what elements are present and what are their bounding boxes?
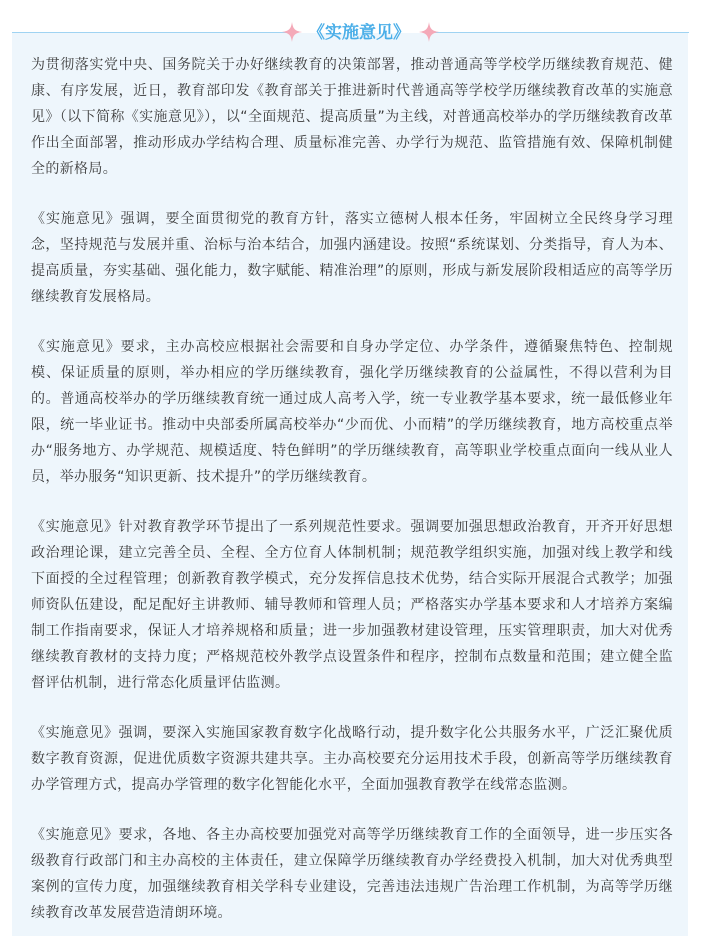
paragraph: 《实施意见》要求，各地、各主办高校要加强党对高等学历继续教育工作的全面领导，进一步压实各级教育行政部门和主办高校的主体责任，建立保障学历继续教育办学经费投入机制，加大对优秀典型案例的宣传力度，加强继续教育相关学科专业建设，完善违法违规广告治理工作机制，为高等学历继续教育改革发展营造清朗环境。 [31,827,673,921]
paragraph: 《实施意见》强调，要全面贯彻党的教育方针，落实立德树人根本任务，牢固树立全民终身学习理念，坚持规范与发展并重、治标与治本结合，加强内涵建设。按照“系统谋划、分类指导，育人为本、提高质量，夯实基础、强化能力，数字赋能、精准治理”的原则，形成与新发展阶段相适应的高等学历继续教育发展格局。 [31,211,673,305]
section-header [0,18,701,48]
article-body [31,52,673,950]
header-rule-left [12,32,287,33]
header-rule-right [434,32,689,33]
paragraph: 《实施意见》针对教育教学环节提出了一系列规范性要求。强调要加强思想政治教育，开齐开好思想政治理论课，建立完善全员、全程、全方位育人体制机制；规范教学组织实施，加强对线上教学和线下面授的全过程管理；创新教育教学模式，充分发挥信息技术优势，结合实际开展混合式教学；加强师资队伍建设，配足配好主讲教师、辅导教师和管理人员；严格落实办学基本要求和人才培养方案编制工作指南要求，保证人才培养规格和质量；进一步加强教材建设管理，压实管理职责，加大对优秀继续教育教材的支持力度；严格规范校外教学点设置条件和程序，控制布点数量和范围；建立健全监督评估机制，进行常态化质量评估监测。 [31,519,673,691]
paragraph: 为贯彻落实党中央、国务院关于办好继续教育的决策部署，推动普通高等学校学历继续教育规范、健康、有序发展，近日，教育部印发《教育部关于推进新时代普通高等学校学历继续教育改革的实施意见》（以下简称《实施意见》），以“全面规范、提高质量”为主线，对普通高校举办的学历继续教育改革作出全面部署，推动形成办学结构合理、质量标准完善、办学行为规范、监管措施有效、保障机制健全的新格局。 [31,57,673,177]
paragraph: 《实施意见》要求，主办高校应根据社会需要和自身办学定位、办学条件，遵循聚焦特色、控制规模、保证质量的原则，举办相应的学历继续教育，强化学历继续教育的公益属性，不得以营利为目的。普通高校举办的学历继续教育统一通过成人高考入学，统一专业教学基本要求，统一最低修业年限，统一毕业证书。推动中央部委所属高校举办“少而优、小而精”的学历继续教育，地方高校重点举办“服务地方、办学规范、规模适度、特色鲜明”的学历继续教育，高等职业学校重点面向一线从业人员，举办服务“知识更新、技术提升”的学历继续教育。 [31,339,673,485]
section-title: 《实施意见》 [308,23,410,43]
paragraph: 《实施意见》强调，要深入实施国家教育数字化战略行动，提升数字化公共服务水平，广泛汇聚优质数字教育资源，促进优质数字资源共建共享。主办高校要充分运用技术手段，创新高等学历继续教育办学管理方式，提高办学管理的数字化智能化水平，全面加强教育教学在线常态监测。 [31,725,673,793]
sparkle-icon [418,21,440,43]
